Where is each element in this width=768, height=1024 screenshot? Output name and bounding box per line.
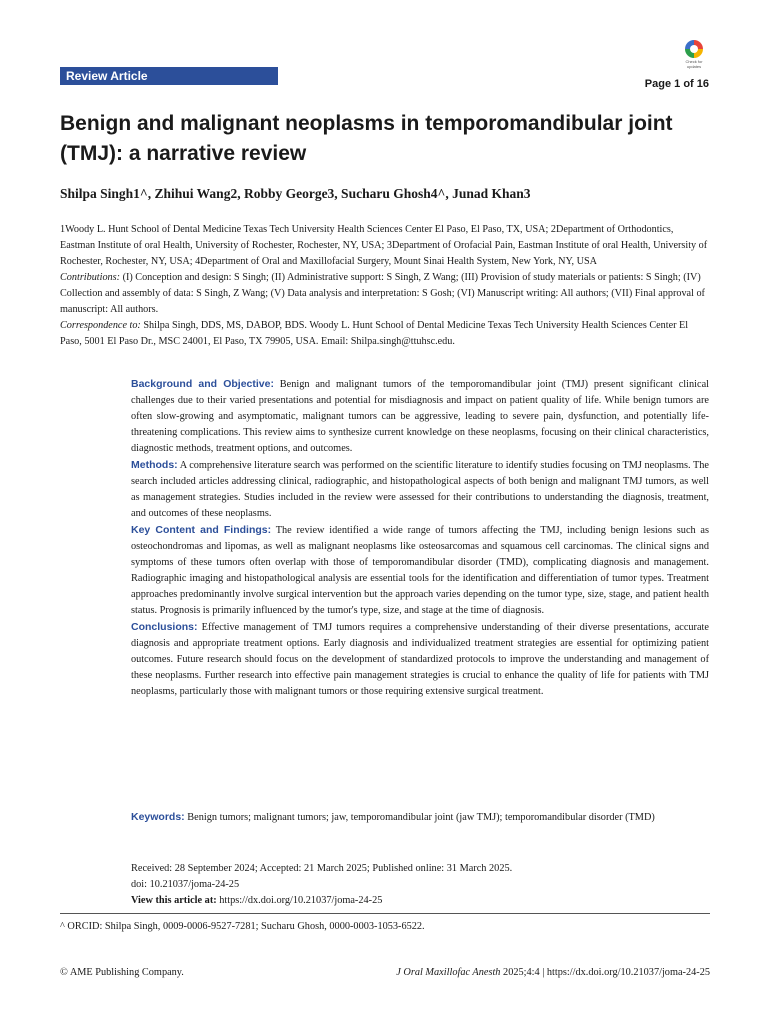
keywords [131,809,709,826]
background-heading: Background and Objective: [131,378,274,390]
author-list: Shilpa Singh1^, Zhihui Wang2, Robby George3, Sucharu Ghosh4^, Junad Khan3 [60,186,531,201]
check-for-updates-button[interactable] [680,40,708,70]
abstract-findings [131,522,709,619]
check-updates-icon [685,40,703,58]
orcid-footnote: ^ ORCID: Shilpa Singh, 0009-0006-9527-7281; Sucharu Ghosh, 0000-0003-1053-6522. [60,921,425,932]
view-article-label: View this article at: [131,895,217,906]
article-title: Benign and malignant neoplasms in temporomandibular joint (TMJ): a narrative review [60,112,673,165]
citation-link[interactable]: 2025;4:4 | https://dx.doi.org/10.21037/joma-24-25 [500,967,710,978]
footnote-divider [60,913,710,914]
abstract [131,376,709,700]
background-text: Benign and malignant tumors of the temporomandibular joint (TMJ) present significant clinical challenges due to their varied presentations and potential for misdiagnosis and impact on patient quality of life. While benign tumors are often slow-growing and asymptomatic, malignant tumors can be aggressive, leading to severe pain, dysfunction, and potentially life-threatening complications. This review aims to synthesize current knowledge on these neoplasms, focusing on their clinical characteristics, diagnostic methods, treatment options, and outcomes. [131,379,710,454]
contributions-label: Contributions: [60,272,121,283]
journal-name: J Oral Maxillofac Anesth [396,967,501,978]
affiliations: 1Woody L. Hunt School of Dental Medicine Texas Tech University Health Sciences Center El Paso, El Paso, TX, USA; 2Department of Orthodontics, Eastman Institute of oral Health, University of Rochester, Rochester, NY, USA; 3Department of Orofacial Pain, Eastman Institute of oral Health, University of Rochester, Rochester, NY, USA; 4Department of Oral and Maxillofacial Surgery, Mount Sinai Health System, New York, NY, USA [60,224,708,267]
footer-copyright: © AME Publishing Company. [60,967,184,978]
view-article [131,893,709,909]
methods-heading: Methods: [131,459,178,471]
contributions-text: (I) Conception and design: S Singh; (II) Administrative support: S Singh, Z Wang; (III) Provision of study materials or patients: S Singh; (IV) Collection and assembly of data: S Singh, Z Wang; (V) Data analysis and interpretation: S Gosh; (VI) Manuscript writing: All authors; (VII) Final approval of manuscript: All authors. [60,272,705,315]
correspondence [60,318,710,350]
conclusions-text: Effective management of TMJ tumors requires a comprehensive understanding of their diverse presentations, accurate diagnosis and appropriate treatment options. Early diagnosis and individualized treatment strategies are essential for optimizing patient outcomes. Future research should focus on the development of standardized protocols to improve the understanding and management of these neoplasms. Further research into effective pain management strategies is crucial to enhance the quality of life for patients with TMJ neoplasms, particularly those with malignant tumors or those requiring extensive surgical treatment. [131,622,709,697]
conclusions-heading: Conclusions: [131,621,198,633]
keywords-text: Benign tumors; malignant tumors; jaw, temporomandibular joint (jaw TMJ); temporomandibular disorder (TMD) [184,812,655,823]
check-updates-label: Check for updates [685,59,703,69]
affiliations-block [60,222,710,350]
article-type-badge: Review Article [60,67,278,85]
view-article-link[interactable]: https://dx.doi.org/10.21037/joma-24-25 [216,895,383,906]
footer-citation [396,966,710,980]
doi: doi: 10.21037/joma-24-25 [131,879,240,890]
findings-text: The review identified a wide range of tumors affecting the TMJ, including benign lesions such as osteochondromas and lipomas, as well as malignant neoplasms like osteosarcomas and squamous cell carcinomas. The clinical signs and symptoms of these tumors often overlap with those of temporomandibular disorder (TMD), complicating diagnosis and management. Radiographic imaging and histopathological analysis are essential tools for the identification and differentiation of tumor types. Treatment approaches predominantly involve surgical intervention but the approach varies depending on the tumor type, size, stage, and patient health status. Prognosis is primarily influenced by the tumor's type, size, and stage at the time of diagnosis. [131,525,709,616]
abstract-methods [131,457,709,522]
methods-text: A comprehensive literature search was performed on the scientific literature to identify studies focusing on TMJ neoplasms. The search included articles addressing clinical, radiographic, and histopathological aspects of both benign and malignant TMJ tumors, as well as management strategies. Studies included in the review were assessed for their contributions to understanding the diagnosis, treatment, and outcomes of these neoplasms. [131,460,709,519]
abstract-background [131,376,709,457]
abstract-conclusions [131,619,709,700]
keywords-heading: Keywords: [131,811,185,823]
publication-dates [131,861,709,909]
findings-heading: Key Content and Findings: [131,524,272,536]
received-dates: Received: 28 September 2024; Accepted: 21 March 2025; Published online: 31 March 2025. [131,863,513,874]
correspondence-label: Correspondence to: [60,320,141,331]
correspondence-text: Shilpa Singh, DDS, MS, DABOP, BDS. Woody L. Hunt School of Dental Medicine Texas Tech University Health Sciences Center El Paso, 5001 El Paso Dr., MSC 24001, El Paso, TX 79905, USA. Email: Shilpa.singh@ttuhsc.edu. [60,320,689,347]
contributions [60,270,710,318]
page-number: Page 1 of 16 [644,78,709,90]
